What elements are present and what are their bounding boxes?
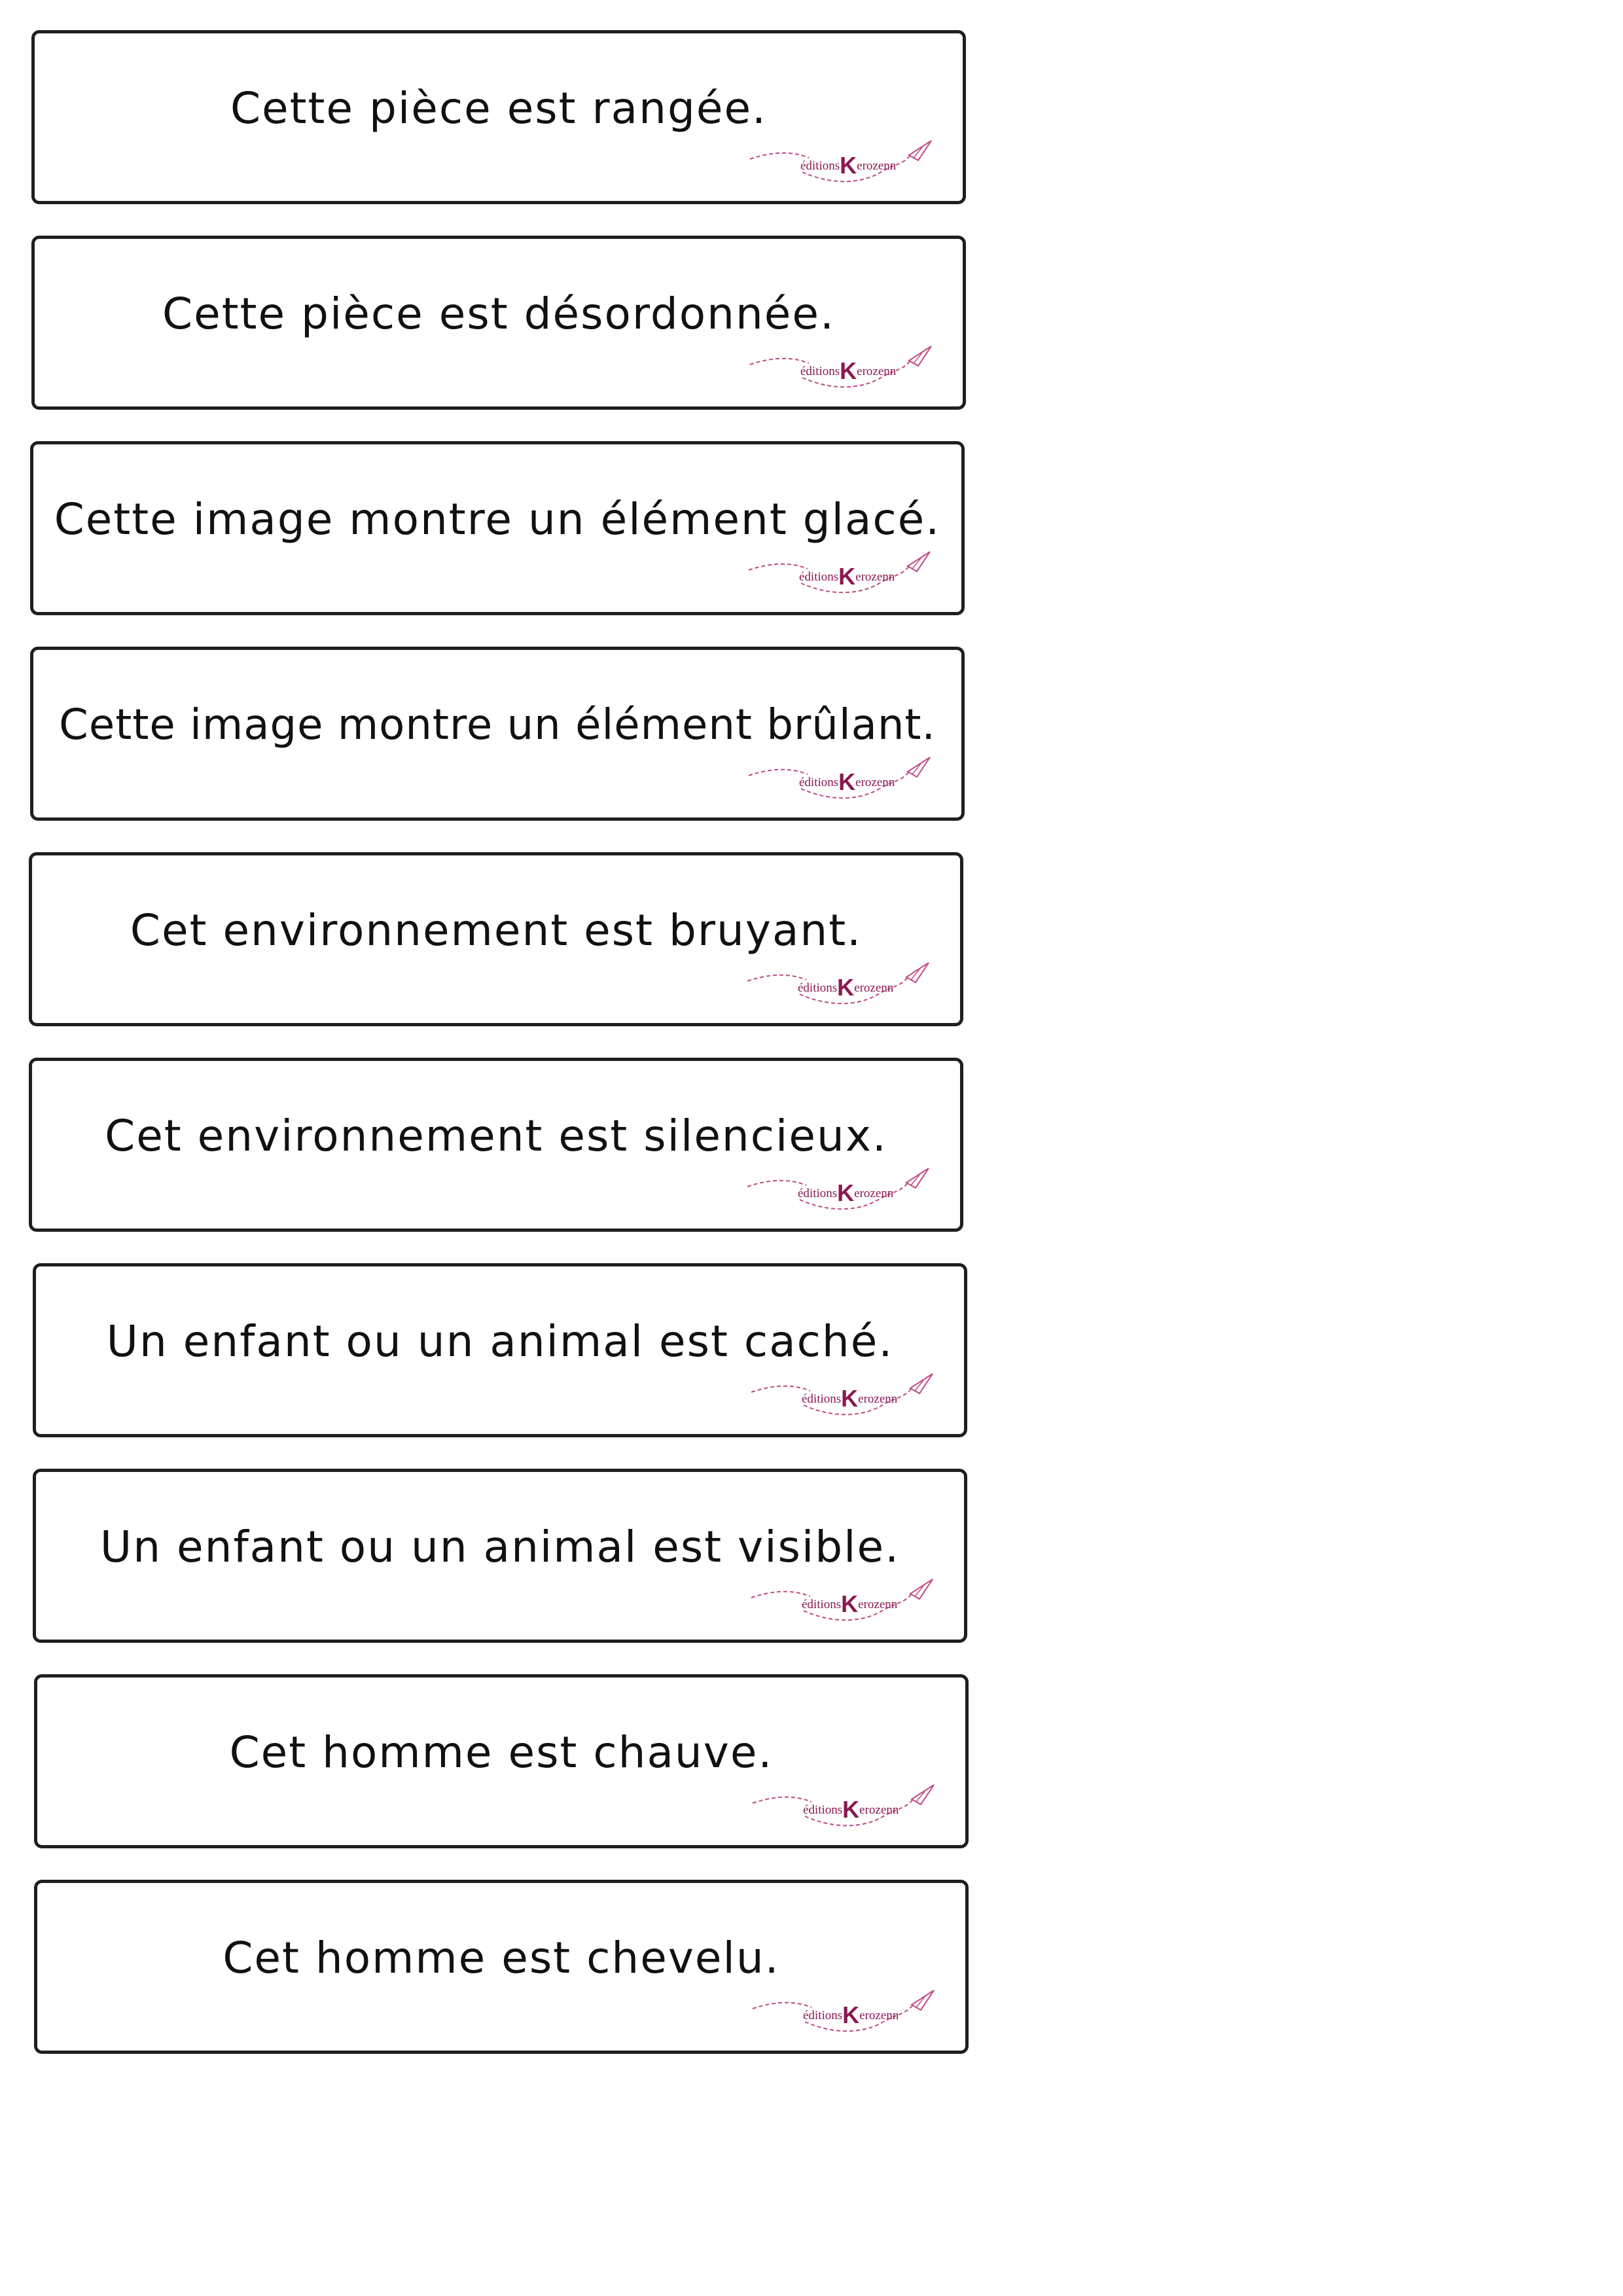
publisher-name (803, 2001, 899, 2028)
publisher-k-letter: K (841, 1385, 859, 1412)
publisher-k-letter: K (838, 768, 856, 795)
paper-plane-icon (910, 1579, 933, 1599)
paper-plane-icon (912, 1990, 934, 2010)
publisher-k-letter: K (842, 1796, 860, 1823)
paper-plane-icon (906, 1168, 929, 1188)
publisher-prefix: éditions (798, 981, 838, 995)
publisher-name (799, 768, 895, 795)
publisher-name (802, 1385, 898, 1412)
publisher-prefix: éditions (800, 159, 840, 173)
publisher-suffix: erozenn (857, 159, 897, 173)
paper-plane-icon (909, 346, 931, 366)
publisher-prefix: éditions (799, 776, 839, 789)
sentence-card (30, 647, 965, 821)
publisher-name (803, 1796, 899, 1823)
publisher-logo (747, 132, 943, 190)
publisher-suffix: erozenn (858, 1598, 898, 1611)
sentence-card (33, 1263, 967, 1437)
publisher-name (802, 1590, 898, 1617)
publisher-prefix: éditions (802, 1598, 842, 1611)
card-sentence: Cette pièce est rangée. (230, 83, 768, 134)
sentence-card (29, 852, 963, 1026)
publisher-k-letter: K (840, 357, 857, 384)
card-sentence: Cette image montre un élément brûlant. (59, 701, 936, 749)
card-sentence: Cet environnement est bruyant. (130, 905, 863, 956)
card-sentence: Cet environnement est silencieux. (105, 1111, 887, 1161)
publisher-name (800, 152, 897, 179)
sentence-card (29, 1058, 963, 1232)
publisher-logo (749, 1776, 946, 1835)
sentence-card (34, 1880, 969, 2054)
card-sentence: Cet homme est chauve. (229, 1727, 774, 1778)
paper-plane-icon (909, 141, 931, 160)
paper-plane-icon (908, 757, 930, 777)
publisher-prefix: éditions (799, 570, 839, 584)
publisher-suffix: erozenn (858, 1392, 898, 1406)
publisher-logo (744, 1159, 940, 1218)
publisher-prefix: éditions (803, 1803, 843, 1817)
card-sentence: Un enfant ou un animal est caché. (106, 1316, 894, 1367)
publisher-suffix: erozenn (855, 776, 895, 789)
publisher-k-letter: K (840, 152, 857, 179)
publisher-k-letter: K (838, 563, 856, 590)
paper-plane-icon (906, 963, 929, 982)
sentence-card (31, 236, 966, 410)
paper-plane-icon (910, 1374, 933, 1393)
publisher-suffix: erozenn (854, 981, 894, 995)
publisher-suffix: erozenn (854, 1187, 894, 1200)
publisher-suffix: erozenn (859, 1803, 899, 1817)
publisher-prefix: éditions (803, 2009, 843, 2022)
card-sentence: Cet homme est chevelu. (223, 1933, 780, 1983)
publisher-logo (744, 954, 940, 1013)
publisher-name (799, 563, 895, 590)
card-sentence: Un enfant ou un animal est visible. (99, 1522, 901, 1572)
paper-plane-icon (908, 552, 930, 571)
card-sentence: Cette image montre un élément glacé. (54, 494, 941, 545)
publisher-suffix: erozenn (859, 2009, 899, 2022)
publisher-logo (749, 1981, 946, 2040)
publisher-k-letter: K (842, 2001, 860, 2028)
publisher-suffix: erozenn (857, 365, 897, 378)
publisher-logo (745, 748, 942, 807)
publisher-name (798, 974, 894, 1001)
publisher-k-letter: K (837, 974, 855, 1001)
sentence-card (30, 441, 965, 615)
publisher-prefix: éditions (798, 1187, 838, 1200)
publisher-suffix: erozenn (855, 570, 895, 584)
publisher-logo (748, 1570, 944, 1629)
publisher-logo (748, 1365, 944, 1424)
publisher-k-letter: K (841, 1590, 859, 1617)
publisher-name (798, 1179, 894, 1206)
sentence-card (33, 1469, 967, 1643)
publisher-logo (747, 337, 943, 396)
paper-plane-icon (912, 1785, 934, 1804)
sentence-card (34, 1674, 969, 1848)
publisher-prefix: éditions (800, 365, 840, 378)
publisher-k-letter: K (837, 1179, 855, 1206)
publisher-logo (745, 543, 942, 601)
publisher-name (800, 357, 897, 384)
card-sentence: Cette pièce est désordonnée. (162, 289, 835, 339)
sentence-card (31, 30, 966, 204)
publisher-prefix: éditions (802, 1392, 842, 1406)
